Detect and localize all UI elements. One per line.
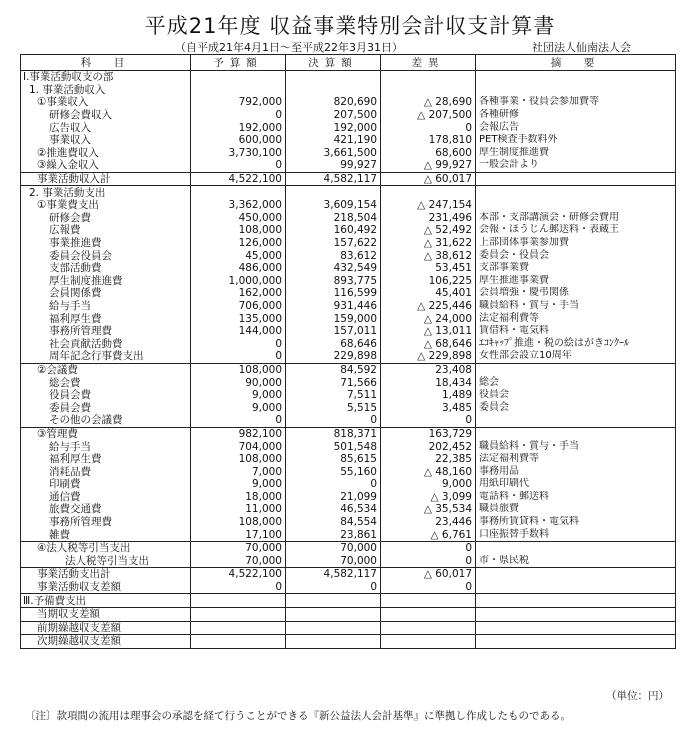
row-actual	[286, 621, 381, 635]
row-remarks: 総会	[476, 376, 676, 389]
row-actual: 70,000	[286, 541, 381, 554]
row-item: 通信費	[21, 491, 191, 504]
column-header-actual: 決算額	[286, 55, 381, 71]
row-budget: 9,000	[191, 389, 286, 402]
table-row	[21, 491, 676, 504]
row-difference: △ 24,000	[381, 312, 476, 325]
column-header-remarks: 摘 要	[476, 55, 676, 71]
row-difference: 53,451	[381, 262, 476, 275]
row-budget: 108,000	[191, 516, 286, 529]
row-actual: 99,927	[286, 159, 381, 172]
row-remarks	[476, 594, 676, 608]
row-item: 事業活動収入計	[21, 172, 191, 186]
row-item: その他の会議費	[21, 414, 191, 427]
row-actual: 71,566	[286, 376, 381, 389]
row-actual: 116,599	[286, 287, 381, 300]
row-actual: 207,500	[286, 109, 381, 122]
row-actual: 0	[286, 478, 381, 491]
row-budget	[191, 71, 286, 84]
row-actual: 3,661,500	[286, 147, 381, 160]
column-header-budget: 予算額	[191, 55, 286, 71]
row-actual	[286, 594, 381, 608]
row-difference: △ 207,500	[381, 109, 476, 122]
row-actual: 893,775	[286, 275, 381, 288]
table-row	[21, 134, 676, 147]
table-row	[21, 376, 676, 389]
table-row	[21, 199, 676, 212]
table-row	[21, 465, 676, 478]
row-item: 事務所管理費	[21, 516, 191, 529]
row-actual: 3,609,154	[286, 199, 381, 212]
row-item: 研修会費	[21, 212, 191, 225]
row-actual	[286, 607, 381, 621]
row-item: 1. 事業活動収入	[21, 84, 191, 97]
row-difference: △ 6,761	[381, 528, 476, 541]
row-item: ①事業費支出	[21, 199, 191, 212]
row-budget: 704,000	[191, 440, 286, 453]
row-budget: 162,000	[191, 287, 286, 300]
row-actual	[286, 84, 381, 97]
row-remarks: 厚生制度推進費	[476, 147, 676, 160]
row-budget	[191, 84, 286, 97]
row-actual: 68,646	[286, 337, 381, 350]
row-item: ③繰入金収入	[21, 159, 191, 172]
row-difference: 0	[381, 555, 476, 568]
column-header-item: 科 目	[21, 55, 191, 71]
row-budget: 108,000	[191, 224, 286, 237]
row-budget: 126,000	[191, 237, 286, 250]
table-row	[21, 275, 676, 288]
row-actual: 0	[286, 581, 381, 594]
row-budget	[191, 186, 286, 199]
row-remarks	[476, 635, 676, 649]
row-budget: 9,000	[191, 478, 286, 491]
row-budget: 90,000	[191, 376, 286, 389]
row-item: 役員会費	[21, 389, 191, 402]
row-actual: 818,371	[286, 427, 381, 440]
row-difference: △ 35,534	[381, 503, 476, 516]
row-difference: △ 13,011	[381, 325, 476, 338]
row-item: 事業推進費	[21, 237, 191, 250]
row-item: 広報費	[21, 224, 191, 237]
row-remarks	[476, 199, 676, 212]
fiscal-period: （自平成21年4月1日～至平成22年3月31日）	[175, 41, 403, 54]
row-difference	[381, 635, 476, 649]
row-remarks: 会報・ほうじん郵送料・表蔵王	[476, 224, 676, 237]
row-difference: 106,225	[381, 275, 476, 288]
row-difference: 0	[381, 541, 476, 554]
row-actual: 160,492	[286, 224, 381, 237]
row-difference: 178,810	[381, 134, 476, 147]
row-budget: 450,000	[191, 212, 286, 225]
row-remarks: 役員会	[476, 389, 676, 402]
row-item: 雑費	[21, 528, 191, 541]
row-remarks: 賃借料・電気料	[476, 325, 676, 338]
row-actual: 157,011	[286, 325, 381, 338]
table-row	[21, 337, 676, 350]
row-difference: 45,401	[381, 287, 476, 300]
row-actual: 0	[286, 414, 381, 427]
row-item: 法人税等引当支出	[21, 555, 191, 568]
row-difference	[381, 186, 476, 199]
row-difference: 68,600	[381, 147, 476, 160]
row-budget: 4,522,100	[191, 172, 286, 186]
row-item: 事業活動収支差額	[21, 581, 191, 594]
row-budget: 70,000	[191, 555, 286, 568]
row-item: 事務所管理費	[21, 325, 191, 338]
row-budget: 600,000	[191, 134, 286, 147]
row-actual: 4,582,117	[286, 172, 381, 186]
row-actual	[286, 635, 381, 649]
table-row	[21, 453, 676, 466]
table-row	[21, 389, 676, 402]
row-item: 厚生制度推進費	[21, 275, 191, 288]
row-item: 給与手当	[21, 300, 191, 313]
row-remarks: 各種事業・役員会参加費等	[476, 96, 676, 109]
table-row	[21, 635, 676, 649]
row-difference: △ 60,017	[381, 568, 476, 581]
row-difference: 163,729	[381, 427, 476, 440]
table-row	[21, 224, 676, 237]
table-row	[21, 528, 676, 541]
row-actual: 4,582,117	[286, 568, 381, 581]
row-budget: 17,100	[191, 528, 286, 541]
row-difference: △ 3,099	[381, 491, 476, 504]
row-actual: 21,099	[286, 491, 381, 504]
row-item: 給与手当	[21, 440, 191, 453]
row-actual: 501,548	[286, 440, 381, 453]
table-row	[21, 121, 676, 134]
row-difference: △ 68,646	[381, 337, 476, 350]
row-difference: 23,446	[381, 516, 476, 529]
row-item: 印刷費	[21, 478, 191, 491]
row-budget	[191, 635, 286, 649]
table-row	[21, 401, 676, 414]
table-row	[21, 109, 676, 122]
row-item: ③管理費	[21, 427, 191, 440]
row-difference: 9,000	[381, 478, 476, 491]
row-budget: 3,362,000	[191, 199, 286, 212]
table-row	[21, 325, 676, 338]
row-difference: △ 52,492	[381, 224, 476, 237]
row-remarks: 女性部会設立10周年	[476, 350, 676, 363]
row-difference: 202,452	[381, 440, 476, 453]
income-expenditure-table	[20, 54, 676, 649]
row-actual: 5,515	[286, 401, 381, 414]
table-row	[21, 607, 676, 621]
row-actual: 7,511	[286, 389, 381, 402]
table-row	[21, 621, 676, 635]
row-remarks	[476, 427, 676, 440]
row-actual: 931,446	[286, 300, 381, 313]
row-remarks: 事務所賃貸料・電気料	[476, 516, 676, 529]
table-row	[21, 71, 676, 84]
table-row	[21, 363, 676, 376]
row-item: 社会貢献活動費	[21, 337, 191, 350]
row-remarks: ｴｺｷｬｯﾌﾟ推進・税の絵はがきｺﾝｸｰﾙ	[476, 337, 676, 350]
table-row	[21, 414, 676, 427]
table-row	[21, 287, 676, 300]
row-actual: 218,504	[286, 212, 381, 225]
row-remarks: 委員会・役員会	[476, 249, 676, 262]
table-body	[21, 71, 676, 649]
row-actual: 83,612	[286, 249, 381, 262]
table-row	[21, 503, 676, 516]
row-actual	[286, 186, 381, 199]
row-remarks: 厚生推進事業費	[476, 275, 676, 288]
row-budget: 1,000,000	[191, 275, 286, 288]
row-actual: 192,000	[286, 121, 381, 134]
row-difference	[381, 71, 476, 84]
column-header-difference: 差異	[381, 55, 476, 71]
row-difference: △ 229,898	[381, 350, 476, 363]
row-remarks	[476, 621, 676, 635]
row-difference	[381, 594, 476, 608]
table-row	[21, 84, 676, 97]
row-actual: 820,690	[286, 96, 381, 109]
row-difference: 0	[381, 121, 476, 134]
row-budget: 9,000	[191, 401, 286, 414]
row-item: ②会議費	[21, 363, 191, 376]
table-row	[21, 172, 676, 186]
row-remarks	[476, 607, 676, 621]
row-actual: 157,622	[286, 237, 381, 250]
row-remarks	[476, 363, 676, 376]
row-remarks: 一般会計より	[476, 159, 676, 172]
row-item: 事業活動支出計	[21, 568, 191, 581]
row-budget: 144,000	[191, 325, 286, 338]
row-remarks: 支部事業費	[476, 262, 676, 275]
row-remarks	[476, 172, 676, 186]
row-item: 委員会費	[21, 401, 191, 414]
row-budget: 7,000	[191, 465, 286, 478]
row-difference: 0	[381, 414, 476, 427]
row-remarks: 会報広告	[476, 121, 676, 134]
table-row	[21, 478, 676, 491]
row-remarks: 会員増強・慶弔関係	[476, 287, 676, 300]
row-remarks	[476, 84, 676, 97]
row-remarks: 本部・支部講演会・研修会費用	[476, 212, 676, 225]
row-remarks: 上部団体事業参加費	[476, 237, 676, 250]
row-difference: △ 38,612	[381, 249, 476, 262]
row-difference: 22,385	[381, 453, 476, 466]
row-actual: 432,549	[286, 262, 381, 275]
row-budget: 11,000	[191, 503, 286, 516]
table-row	[21, 581, 676, 594]
row-remarks: 各種研修	[476, 109, 676, 122]
unit-label: （単位：円）	[606, 690, 669, 702]
table-row	[21, 568, 676, 581]
table-row	[21, 541, 676, 554]
table-row	[21, 262, 676, 275]
row-difference: △ 60,017	[381, 172, 476, 186]
row-difference: △ 48,160	[381, 465, 476, 478]
row-item: 前期繰越収支差額	[21, 621, 191, 635]
page-title: 平成21年度 収益事業特別会計収支計算書	[144, 14, 556, 38]
table-row	[21, 147, 676, 160]
row-budget	[191, 607, 286, 621]
row-difference: 3,485	[381, 401, 476, 414]
row-actual: 84,554	[286, 516, 381, 529]
table-row	[21, 96, 676, 109]
row-actual: 70,000	[286, 555, 381, 568]
row-item: 支部活動費	[21, 262, 191, 275]
row-item: 消耗品費	[21, 465, 191, 478]
table-row	[21, 427, 676, 440]
row-difference: 18,434	[381, 376, 476, 389]
row-remarks: 用紙印刷代	[476, 478, 676, 491]
row-remarks: PET検査手数料外	[476, 134, 676, 147]
row-difference: 0	[381, 581, 476, 594]
row-remarks	[476, 541, 676, 554]
row-difference	[381, 621, 476, 635]
row-difference: △ 247,154	[381, 199, 476, 212]
row-actual: 421,190	[286, 134, 381, 147]
row-remarks: 職員旅費	[476, 503, 676, 516]
row-budget: 0	[191, 159, 286, 172]
table-row	[21, 312, 676, 325]
table-row	[21, 159, 676, 172]
row-item: ②推進費収入	[21, 147, 191, 160]
table-row	[21, 440, 676, 453]
row-budget: 0	[191, 414, 286, 427]
row-budget	[191, 594, 286, 608]
row-remarks: 法定福利費等	[476, 453, 676, 466]
row-actual: 85,615	[286, 453, 381, 466]
table-row	[21, 237, 676, 250]
row-remarks: 口座振替手数料	[476, 528, 676, 541]
row-difference	[381, 84, 476, 97]
row-remarks: 委員会	[476, 401, 676, 414]
row-item: ④法人税等引当支出	[21, 541, 191, 554]
table-row	[21, 555, 676, 568]
row-remarks	[476, 568, 676, 581]
row-remarks: 職員給料・賞与・手当	[476, 300, 676, 313]
row-budget: 0	[191, 581, 286, 594]
row-difference: 1,489	[381, 389, 476, 402]
row-budget	[191, 621, 286, 635]
row-item: Ⅰ.事業活動収支の部	[21, 71, 191, 84]
row-item: 委員会役員会	[21, 249, 191, 262]
row-item: 研修会費収入	[21, 109, 191, 122]
row-item: ①事業収入	[21, 96, 191, 109]
row-budget: 706,000	[191, 300, 286, 313]
row-budget: 108,000	[191, 453, 286, 466]
row-item: 福利厚生費	[21, 453, 191, 466]
row-item: 周年記念行事費支出	[21, 350, 191, 363]
row-remarks	[476, 186, 676, 199]
row-item: 福利厚生費	[21, 312, 191, 325]
row-budget: 192,000	[191, 121, 286, 134]
row-difference: △ 225,446	[381, 300, 476, 313]
row-item: 広告収入	[21, 121, 191, 134]
table-row	[21, 186, 676, 199]
row-actual: 23,861	[286, 528, 381, 541]
table-row	[21, 300, 676, 313]
row-actual: 84,592	[286, 363, 381, 376]
table-row	[21, 350, 676, 363]
row-budget: 0	[191, 350, 286, 363]
row-remarks: 電話料・郵送料	[476, 491, 676, 504]
table-row	[21, 594, 676, 608]
row-item: 当期収支差額	[21, 607, 191, 621]
row-remarks: 事務用品	[476, 465, 676, 478]
row-actual: 159,000	[286, 312, 381, 325]
row-difference: △ 31,622	[381, 237, 476, 250]
row-difference: 231,496	[381, 212, 476, 225]
row-item: 2. 事業活動支出	[21, 186, 191, 199]
row-remarks	[476, 414, 676, 427]
row-budget: 486,000	[191, 262, 286, 275]
row-item: Ⅲ.予備費支出	[21, 594, 191, 608]
row-budget: 3,730,100	[191, 147, 286, 160]
footnote: 〔注〕款項間の流用は理事会の承認を経て行うことができる『新公益法人会計基準』に準拠し作成したものである。	[25, 710, 571, 722]
row-difference: △ 28,690	[381, 96, 476, 109]
row-budget: 0	[191, 337, 286, 350]
row-actual: 55,160	[286, 465, 381, 478]
row-budget: 4,522,100	[191, 568, 286, 581]
row-budget: 108,000	[191, 363, 286, 376]
row-item: 総会費	[21, 376, 191, 389]
row-remarks	[476, 71, 676, 84]
row-remarks: 市・県民税	[476, 555, 676, 568]
row-item: 旅費交通費	[21, 503, 191, 516]
row-actual: 46,534	[286, 503, 381, 516]
table-row	[21, 516, 676, 529]
row-actual	[286, 71, 381, 84]
row-remarks: 法定福利費等	[476, 312, 676, 325]
row-budget: 45,000	[191, 249, 286, 262]
row-budget: 135,000	[191, 312, 286, 325]
table-row	[21, 212, 676, 225]
row-budget: 70,000	[191, 541, 286, 554]
row-item: 会員関係費	[21, 287, 191, 300]
row-remarks	[476, 581, 676, 594]
table-row	[21, 249, 676, 262]
row-item: 次期繰越収支差額	[21, 635, 191, 649]
row-item: 事業収入	[21, 134, 191, 147]
organization-name: 社団法人仙南法人会	[532, 41, 631, 54]
row-difference	[381, 607, 476, 621]
row-actual: 229,898	[286, 350, 381, 363]
row-remarks: 職員給料・賞与・手当	[476, 440, 676, 453]
row-difference: △ 99,927	[381, 159, 476, 172]
row-budget: 18,000	[191, 491, 286, 504]
row-budget: 0	[191, 109, 286, 122]
row-budget: 792,000	[191, 96, 286, 109]
table-header	[21, 55, 676, 71]
row-budget: 982,100	[191, 427, 286, 440]
row-difference: 23,408	[381, 363, 476, 376]
